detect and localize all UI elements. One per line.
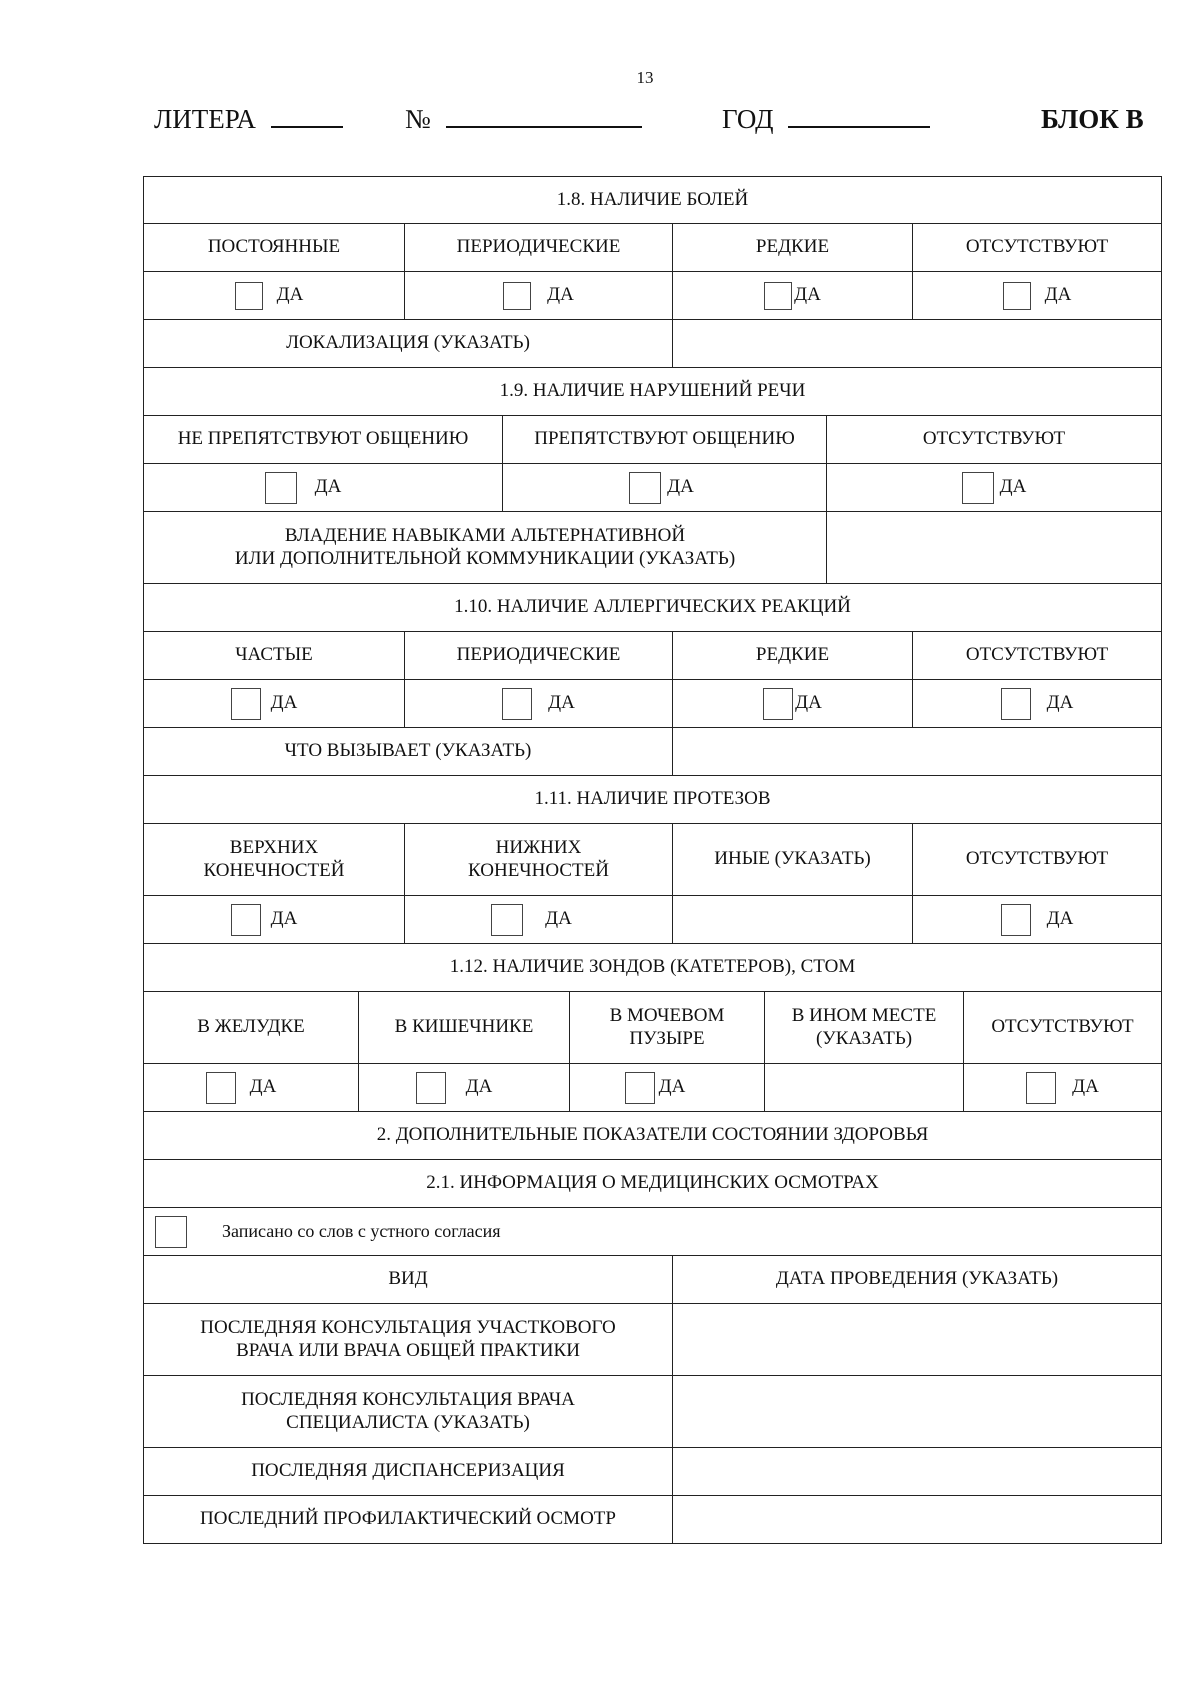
prosthesis-lower-line1: НИЖНИХ [495,836,582,858]
prosthesis-check-row [143,896,1162,944]
yes-label: ДА [548,692,575,714]
yes-label: ДА [270,692,298,714]
pain-constant-checkbox[interactable] [235,282,263,310]
yes-label: ДА [545,908,572,930]
exam-specialist-line2: СПЕЦИАЛИСТА (УКАЗАТЬ) [286,1411,530,1433]
exam-row-prophylactic [143,1496,1162,1544]
year-blank[interactable] [788,104,930,128]
speech-not-hinder-checkbox[interactable] [265,472,297,504]
pain-localization-input[interactable] [672,320,1161,367]
exam-specialist-label [144,1376,672,1447]
yes-label: ДА [547,284,574,306]
probes-other-line1: В ИНОМ МЕСТЕ [791,1004,937,1026]
prosthesis-title: 1.11. НАЛИЧИЕ ПРОТЕЗОВ [534,788,771,810]
health-form [143,176,1162,1544]
exam-specialist-line1: ПОСЛЕДНЯЯ КОНСУЛЬТАЦИЯ ВРАЧА [241,1388,575,1410]
speech-col-not-hinder: НЕ ПРЕПЯТСТВУЮТ ОБЩЕНИЮ [177,428,469,450]
speech-alt-line1: ВЛАДЕНИЕ НАВЫКАМИ АЛЬТЕРНАТИВНОЙ [284,524,686,546]
pain-col-constant: ПОСТОЯННЫЕ [207,236,341,258]
year-label: ГОД [722,104,774,134]
allergy-title: 1.10. НАЛИЧИЕ АЛЛЕРГИЧЕСКИХ РЕАКЦИЙ [454,596,851,618]
litera-blank[interactable] [271,104,343,128]
pain-periodic-checkbox[interactable] [503,282,531,310]
probes-col-absent: ОТСУТСТВУЮТ [963,992,1161,1063]
allergy-col-rare: РЕДКИЕ [672,632,912,679]
exam-dispensary-date-input[interactable] [672,1448,1161,1495]
exam-row-specialist [143,1376,1162,1448]
exam-row-dispensary [143,1448,1162,1496]
prosthesis-header-row [143,824,1162,896]
exam-dispensary-label: ПОСЛЕДНЯЯ ДИСПАНСЕРИЗАЦИЯ [251,1460,565,1482]
year-field[interactable] [722,104,930,135]
speech-col-absent: ОТСУТСТВУЮТ [826,416,1161,463]
pain-absent-checkbox[interactable] [1003,282,1031,310]
pain-header-row [143,224,1162,272]
probes-title: 1.12. НАЛИЧИЕ ЗОНДОВ (КАТЕТЕРОВ), СТОМ [449,956,856,978]
consent-checkbox[interactable] [155,1216,187,1248]
allergy-absent-checkbox[interactable] [1001,688,1031,720]
number-blank[interactable] [446,104,642,128]
allergy-col-frequent: ЧАСТЫЕ [235,644,313,666]
yes-label: ДА [794,284,821,306]
page-number: 13 [636,68,654,87]
prosthesis-lower-line2: КОНЕЧНОСТЕЙ [468,859,609,881]
probes-other-input[interactable] [764,1064,963,1111]
exams-title: 2.1. ИНФОРМАЦИЯ О МЕДИЦИНСКИХ ОСМОТРАХ [426,1172,879,1194]
speech-alt-input[interactable] [826,512,1161,583]
probes-col-intestine: В КИШЕЧНИКЕ [358,992,569,1063]
probes-bladder-checkbox[interactable] [625,1072,655,1104]
exams-title-row [143,1160,1162,1208]
yes-label: ДА [314,476,342,498]
prosthesis-other-input[interactable] [672,896,912,943]
number-field[interactable] [405,104,642,135]
allergy-check-row [143,680,1162,728]
yes-label: ДА [249,1076,277,1098]
speech-absent-checkbox[interactable] [962,472,994,504]
yes-label: ДА [658,1076,686,1098]
prosthesis-col-upper [144,824,404,895]
speech-header-row [143,416,1162,464]
litera-field[interactable] [154,104,343,135]
pain-title: 1.8. НАЛИЧИЕ БОЛЕЙ [556,188,749,210]
probes-intestine-checkbox[interactable] [416,1072,446,1104]
prosthesis-upper-line2: КОНЕЧНОСТЕЙ [203,859,345,881]
probes-header-row [143,992,1162,1064]
prosthesis-lower-checkbox[interactable] [491,904,523,936]
exams-header-row [143,1256,1162,1304]
allergy-frequent-checkbox[interactable] [231,688,261,720]
speech-alt-line2: ИЛИ ДОПОЛНИТЕЛЬНОЙ КОММУНИКАЦИИ (УКАЗАТЬ) [234,547,736,569]
speech-title-row [143,368,1162,416]
exams-col-date: ДАТА ПРОВЕДЕНИЯ (УКАЗАТЬ) [672,1256,1161,1303]
pain-col-periodic: ПЕРИОДИЧЕСКИЕ [404,224,672,271]
prosthesis-title-row [143,776,1162,824]
consent-row [143,1208,1162,1256]
pain-rare-checkbox[interactable] [764,282,792,310]
yes-label: ДА [1072,1076,1099,1098]
prosthesis-absent-checkbox[interactable] [1001,904,1031,936]
allergy-cause-row [143,728,1162,776]
exam-gp-label [144,1304,672,1375]
prosthesis-upper-checkbox[interactable] [231,904,261,936]
allergy-col-absent: ОТСУТСТВУЮТ [912,632,1161,679]
pain-col-absent: ОТСУТСТВУЮТ [912,224,1161,271]
probes-stomach-checkbox[interactable] [206,1072,236,1104]
yes-label: ДА [999,476,1027,498]
pain-localization-row [143,320,1162,368]
yes-label: ДА [270,908,298,930]
speech-col-hinder: ПРЕПЯТСТВУЮТ ОБЩЕНИЮ [502,416,826,463]
probes-col-other [764,992,963,1063]
additional-title-row [143,1112,1162,1160]
exam-gp-date-input[interactable] [672,1304,1161,1375]
speech-alt-label [144,512,826,583]
probes-check-row [143,1064,1162,1112]
allergy-rare-checkbox[interactable] [763,688,793,720]
exams-col-type: ВИД [388,1268,428,1290]
litera-label: ЛИТЕРА [154,104,256,134]
probes-bladder-line2: ПУЗЫРЕ [629,1027,705,1049]
allergy-header-row [143,632,1162,680]
allergy-periodic-checkbox[interactable] [502,688,532,720]
probes-absent-checkbox[interactable] [1026,1072,1056,1104]
block-label: БЛОК В [1041,104,1144,134]
prosthesis-upper-line1: ВЕРХНИХ [229,836,319,858]
pain-localization-label: ЛОКАЛИЗАЦИЯ (УКАЗАТЬ) [286,332,530,354]
probes-title-row [143,944,1162,992]
yes-label: ДА [465,1076,493,1098]
exam-gp-line2: ВРАЧА ИЛИ ВРАЧА ОБЩЕЙ ПРАКТИКИ [236,1339,580,1361]
probes-other-line2: (УКАЗАТЬ) [815,1027,913,1049]
speech-title: 1.9. НАЛИЧИЕ НАРУШЕНИЙ РЕЧИ [499,380,806,402]
pain-check-row [143,272,1162,320]
prosthesis-col-lower [404,824,672,895]
speech-check-row [143,464,1162,512]
prosthesis-col-other: ИНЫЕ (УКАЗАТЬ) [672,824,912,895]
yes-label: ДА [276,284,304,306]
exam-row-gp [143,1304,1162,1376]
probes-bladder-line1: В МОЧЕВОМ [609,1004,725,1026]
pain-title-row [143,176,1162,224]
exam-prophylactic-date-input[interactable] [672,1496,1161,1543]
yes-label: ДА [1044,284,1072,306]
allergy-cause-input[interactable] [672,728,1161,775]
number-label: № [405,104,431,134]
exam-specialist-date-input[interactable] [672,1376,1161,1447]
probes-col-stomach: В ЖЕЛУДКЕ [197,1016,305,1038]
allergy-title-row [143,584,1162,632]
exam-prophylactic-label: ПОСЛЕДНИЙ ПРОФИЛАКТИЧЕСКИЙ ОСМОТР [200,1508,616,1530]
yes-label: ДА [1046,908,1074,930]
yes-label: ДА [795,692,822,714]
yes-label: ДА [667,476,694,498]
allergy-cause-label: ЧТО ВЫЗЫВАЕТ (УКАЗАТЬ) [284,740,532,762]
yes-label: ДА [1046,692,1074,714]
prosthesis-col-absent: ОТСУТСТВУЮТ [912,824,1161,895]
speech-hinder-checkbox[interactable] [629,472,661,504]
consent-label: Записано со слов с устного согласия [222,1220,501,1241]
speech-alt-row [143,512,1162,584]
pain-col-rare: РЕДКИЕ [672,224,912,271]
probes-col-bladder [569,992,764,1063]
additional-title: 2. ДОПОЛНИТЕЛЬНЫЕ ПОКАЗАТЕЛИ СОСТОЯНИИ ЗДОРОВЬЯ [376,1124,929,1146]
exam-gp-line1: ПОСЛЕДНЯЯ КОНСУЛЬТАЦИЯ УЧАСТКОВОГО [200,1316,616,1338]
allergy-col-periodic: ПЕРИОДИЧЕСКИЕ [404,632,672,679]
